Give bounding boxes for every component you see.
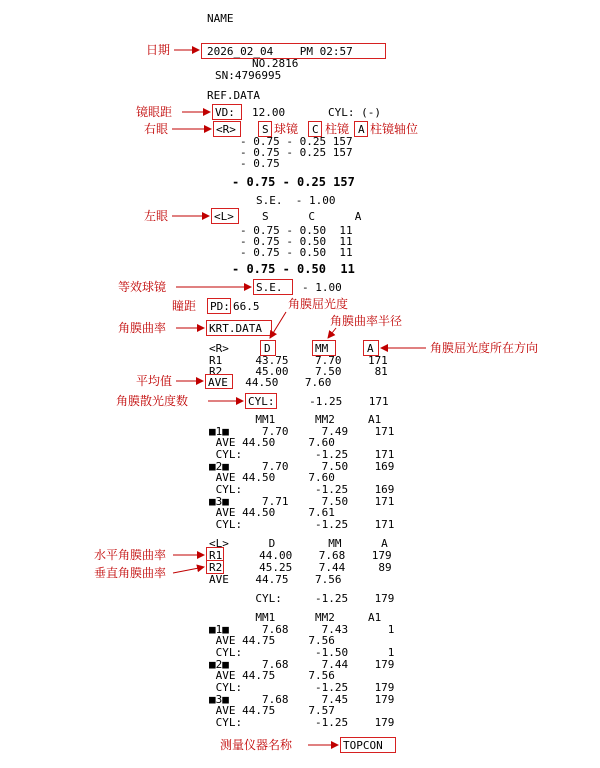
krt-right-g2-cyl: CYL: -1.25 169 (209, 483, 395, 496)
right-eye-reading-1: - 0.75 - 0.25 157 (240, 135, 353, 148)
left-eye-reading-2: - 0.75 - 0.50 11 (240, 235, 353, 248)
annotation-date: 日期 (146, 43, 171, 57)
krt-left-header: <L> D MM A (209, 537, 388, 550)
annotation-pd: 瞳距 (172, 299, 197, 313)
device-brand: TOPCON (343, 739, 383, 752)
left-eye-tag: <L> (214, 210, 234, 223)
serial-number: SN:4796995 (215, 69, 282, 82)
right-eye-se: S.E. - 1.00 (256, 194, 336, 207)
krt-left-g1-reading: ■1■ 7.68 7.43 1 (209, 623, 395, 636)
krt-left-r1-value: 44.00 7.68 179 (226, 549, 392, 562)
axis-header: A (358, 123, 365, 136)
krt-right-g1-cyl: CYL: -1.25 171 (209, 448, 395, 461)
arrow-vertical-k (173, 567, 204, 573)
cyl-sign-header: CYL: (-) (328, 106, 381, 119)
annotation-vertical-k: 垂直角膜曲率 (94, 566, 167, 580)
krt-left-cyl: CYL: -1.25 179 (209, 592, 395, 605)
krt-right-g3-ave: AVE 44.50 7.61 (209, 506, 335, 519)
annotation-keratometry: 角膜曲率 (118, 321, 167, 335)
krt-right-ave-label: AVE (208, 376, 228, 389)
krt-right-g2-ave: AVE 44.50 7.60 (209, 471, 335, 484)
name-label: NAME (207, 12, 234, 25)
krt-right-g1-reading: ■1■ 7.70 7.49 171 (209, 425, 395, 438)
krt-right-r1: R1 43.75 7.70 171 (209, 354, 388, 367)
pd-label: PD: (210, 300, 230, 313)
annotation-sphere: 球镜 (274, 122, 299, 136)
ref-data-header: REF.DATA (207, 89, 260, 102)
annotation-corneal-astig: 角膜散光度数 (116, 394, 189, 408)
krt-left-r2-label: R2 (209, 561, 223, 574)
left-eye-se-label: S.E. (256, 281, 283, 294)
krt-left-g1-cyl: CYL: -1.50 1 (209, 646, 395, 659)
annotation-corneal-axis: 角膜屈光度所在方向 (430, 341, 539, 355)
annotation-vertex-distance: 镜眼距 (136, 105, 173, 119)
vd-value: 12.00 (252, 106, 286, 119)
krt-right-ave-value: 44.50 7.60 (232, 376, 332, 389)
krt-data-header: KRT.DATA (209, 322, 262, 335)
arrow-corneal-power (270, 312, 286, 338)
right-eye-reading-3: - 0.75 (240, 157, 280, 170)
krt-a-header: A (367, 342, 374, 355)
krt-left-mm-header: MM1 MM2 A1 (209, 611, 382, 624)
annotation-right-eye: 右眼 (144, 122, 169, 136)
record-number: NO.2816 (252, 57, 299, 70)
annotation-cylinder: 柱镜 (325, 122, 350, 136)
annotation-se: 等效球镜 (118, 280, 167, 294)
krt-left-ave: AVE 44.75 7.56 (209, 573, 342, 586)
left-eye-average: - 0.75 - 0.50 11 (232, 262, 355, 276)
krt-left-r2-value: 45.25 7.44 89 (226, 561, 392, 574)
left-eye-reading-1: - 0.75 - 0.50 11 (240, 224, 353, 237)
krt-d-header: D (264, 342, 271, 355)
annotation-device-name: 测量仪器名称 (220, 738, 293, 752)
krt-left-g2-cyl: CYL: -1.25 179 (209, 681, 395, 694)
annotation-horizontal-k: 水平角膜曲率 (94, 548, 167, 562)
krt-left-g3-ave: AVE 44.75 7.57 (209, 704, 335, 717)
krt-mm-header: MM (315, 342, 329, 355)
krt-right-cyl-value: -1.25 171 (276, 395, 389, 408)
pd-value: 66.5 (233, 300, 260, 313)
krt-right-cyl-label: CYL: (248, 395, 275, 408)
left-eye-header: S C A (262, 210, 362, 223)
arrow-corneal-radius (328, 328, 336, 338)
annotation-corneal-power: 角膜屈光度 (288, 297, 349, 311)
krt-left-g2-ave: AVE 44.75 7.56 (209, 669, 335, 682)
annotation-left-eye: 左眼 (144, 209, 169, 223)
krt-right-g1-ave: AVE 44.50 7.60 (209, 436, 335, 449)
vd-label: VD: (215, 106, 235, 119)
sphere-header: S (262, 123, 269, 136)
krt-right-g3-cyl: CYL: -1.25 171 (209, 518, 395, 531)
annotation-corneal-radius: 角膜曲率半径 (330, 314, 403, 328)
krt-right-tag: <R> (209, 342, 229, 355)
krt-right-g3-reading: ■3■ 7.71 7.50 171 (209, 495, 395, 508)
krt-right-g2-reading: ■2■ 7.70 7.50 169 (209, 460, 395, 473)
left-eye-se-value: - 1.00 (302, 281, 342, 294)
annotation-average: 平均值 (136, 374, 173, 388)
krt-left-g2-reading: ■2■ 7.68 7.44 179 (209, 658, 395, 671)
right-eye-tag: <R> (216, 123, 236, 136)
annotation-axis: 柱镜轴位 (370, 122, 419, 136)
date-time: 2026_02_04 PM 02:57 (207, 45, 353, 58)
right-eye-reading-2: - 0.75 - 0.25 157 (240, 146, 353, 159)
krt-right-mm-header: MM1 MM2 A1 (209, 413, 382, 426)
cylinder-header: C (312, 123, 319, 136)
krt-left-r1-label: R1 (209, 549, 223, 562)
right-eye-average: - 0.75 - 0.25 157 (232, 175, 355, 189)
krt-left-g1-ave: AVE 44.75 7.56 (209, 634, 335, 647)
krt-right-r2: R2 45.00 7.50 81 (209, 365, 388, 378)
left-eye-reading-3: - 0.75 - 0.50 11 (240, 246, 353, 259)
krt-left-g3-reading: ■3■ 7.68 7.45 179 (209, 693, 395, 706)
krt-left-g3-cyl: CYL: -1.25 179 (209, 716, 395, 729)
